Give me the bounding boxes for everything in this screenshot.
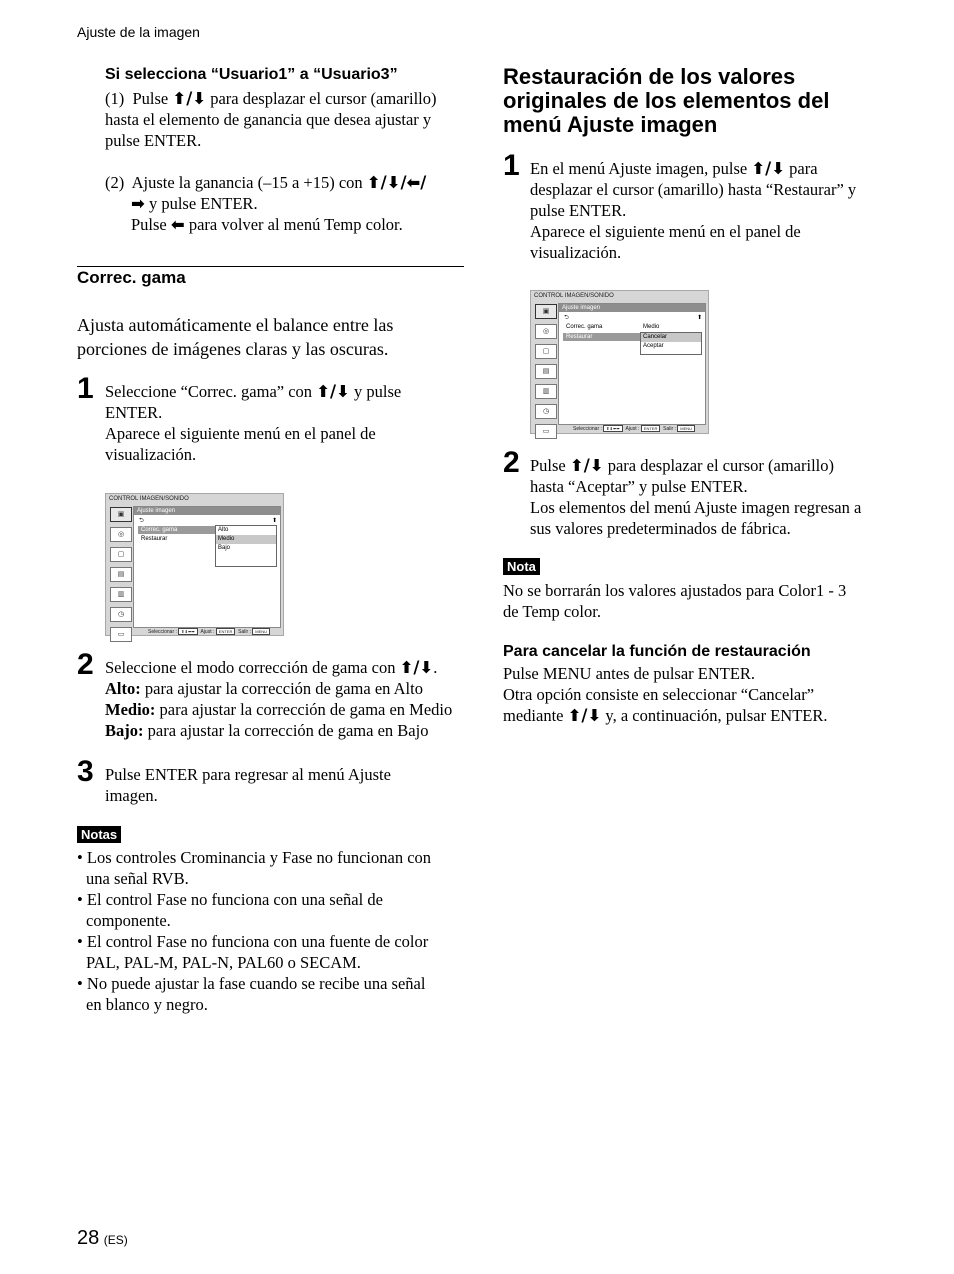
notes-list: [77, 847, 467, 1015]
step-number-1: 1: [77, 372, 94, 405]
option-cancelar: Cancelar: [641, 333, 701, 342]
menu-screenshot-restaurar: [530, 290, 709, 434]
page-footer: [77, 1227, 128, 1250]
screen-icon: ▢: [535, 344, 557, 359]
intro-line2: porciones de imágenes claras y las oscuras.: [77, 339, 389, 359]
menu-title: CONTROL IMAGEN/SONIDO: [109, 496, 189, 502]
picture-icon: ▣: [535, 304, 557, 319]
setup-icon: ▤: [110, 567, 132, 582]
step3-l2: imagen.: [105, 786, 158, 805]
footer-set-label: Ajust :: [625, 426, 640, 432]
nota-badge: Nota: [503, 558, 540, 575]
intro-line1: Ajusta automáticamente el balance entre las: [77, 315, 394, 335]
menu-row-correc-gama: Correc. gama: [138, 526, 217, 534]
step-number-3: 3: [77, 755, 94, 788]
step1-l4: visualización.: [105, 445, 197, 464]
screen-icon: ▢: [110, 547, 132, 562]
r-step2-l3: Los elementos del menú Ajuste imagen regresan a: [530, 498, 862, 517]
step1-l1-post: y pulse: [354, 382, 402, 401]
input-icon: ▥: [110, 587, 132, 602]
r-step2-l2: hasta “Aceptar” y pulse ENTER.: [530, 477, 748, 496]
step3-l1: Pulse ENTER para regresar al menú Ajuste: [105, 765, 391, 784]
page-language: (ES): [103, 1233, 128, 1247]
menu-row-correc-gama: Correc. gama: [566, 324, 603, 330]
restore-step1-text: [530, 158, 900, 263]
notes-badge: Notas: [77, 826, 121, 843]
item2-pre: Ajuste la ganancia (–15 a +15) con: [131, 173, 363, 192]
info-icon: ▭: [110, 627, 132, 642]
title-line3: menú Ajuste imagen: [503, 112, 718, 137]
menu-panel: [558, 303, 706, 425]
clock-icon: ◷: [535, 404, 557, 419]
step2-text: Seleccione el modo corrección de gama con ⬆/⬇. Alto: para ajustar la corrección de gama en Alto Medio: para ajustar la corrección de gama en Medio Bajo: para ajustar la corrección de gama en Bajo: [105, 658, 453, 740]
medio-text: para ajustar la corrección de gama en Medio: [159, 700, 453, 719]
item2-line3-pre: Pulse: [131, 215, 167, 234]
up-down-arrow-icon: ⬆/⬇: [316, 382, 350, 401]
direction-arrows-icon: ⬆/⬇/⬅/: [366, 173, 427, 192]
section-title-correc-gama: Correc. gama: [77, 268, 186, 287]
item1-post: para desplazar el cursor (amarillo): [210, 89, 437, 108]
r-step2-l1-pre: Pulse: [530, 456, 566, 475]
option-alto: Alto: [218, 527, 229, 533]
item1-line2: hasta el elemento de ganancia que desea ajustar y: [105, 110, 432, 129]
back-icon: ⮌: [139, 518, 144, 524]
cancel-restore-text: [503, 663, 913, 726]
r-step1-l3: pulse ENTER.: [530, 201, 627, 220]
gamma-options-dropdown: [215, 525, 277, 567]
option-aceptar: Aceptar: [643, 343, 664, 349]
restore-options-dropdown: [640, 332, 702, 355]
r-step1-l1-pre: En el menú Ajuste imagen, pulse: [530, 159, 748, 178]
option-medio: Medio: [216, 535, 276, 544]
step-number-2: 2: [77, 648, 94, 681]
back-icon: ⮌: [564, 315, 569, 321]
step1-text: [105, 381, 465, 465]
menu-button-icon: MENU: [252, 628, 270, 635]
footer-set-label: Ajust :: [200, 629, 215, 635]
nota-line2: de Temp color.: [503, 602, 601, 621]
menu-screenshot-correc-gama: [105, 493, 284, 636]
right-arrow-icon: ➡: [131, 194, 145, 213]
bajo-text: para ajustar la corrección de gama en Bajo: [147, 721, 429, 740]
item2-number: (2): [105, 173, 125, 192]
correc-gama-value: Medio: [643, 324, 660, 330]
r-step1-l2: desplazar el cursor (amarillo) hasta “Restaurar” y: [530, 180, 857, 199]
arrow-buttons-icon: ⬆⬇⬅➡: [603, 425, 622, 432]
up-down-arrow-icon: ⬆/⬇: [172, 89, 207, 108]
enter-button-icon: ENTER: [641, 425, 661, 432]
menu-panel: [133, 506, 281, 628]
panel-title: Ajuste imagen: [134, 507, 280, 515]
note-4-l1: No puede ajustar la fase cuando se recibe una señal: [86, 974, 426, 993]
note-2-l1: El control Fase no funciona con una señal de: [86, 890, 383, 909]
scroll-up-icon: ⬆: [271, 518, 277, 524]
nota-text: [503, 580, 903, 622]
medio-label: Medio:: [105, 700, 156, 719]
restore-step2-text: [530, 455, 910, 539]
picture-icon: ▣: [110, 507, 132, 522]
clock-icon: ◷: [110, 607, 132, 622]
title-line1: Restauración de los valores: [503, 64, 796, 89]
item1-number: (1): [105, 89, 125, 108]
item1-pre: Pulse: [132, 89, 169, 108]
enter-button-icon: ENTER: [216, 628, 236, 635]
cancel-restore-heading: Para cancelar la función de restauración: [503, 643, 811, 660]
menu-footer: [148, 628, 270, 635]
title-line2: originales de los elementos del: [503, 88, 830, 113]
option-bajo: Bajo: [218, 545, 231, 551]
up-down-arrow-icon: ⬆/⬇: [569, 456, 604, 475]
r-step2-l1-post: para desplazar el cursor (amarillo): [607, 456, 834, 475]
item2-line2: y pulse ENTER.: [148, 194, 258, 213]
cancel-line3-post: y, a continuación, pulsar ENTER.: [605, 706, 828, 725]
alto-label: Alto:: [105, 679, 141, 698]
note-3-l2: PAL, PAL-M, PAL-N, PAL60 o SECAM.: [86, 953, 361, 972]
running-head: Ajuste de la imagen: [77, 24, 200, 40]
step1-l2: ENTER.: [105, 403, 163, 422]
item2-line3-post: para volver al menú Temp color.: [188, 215, 403, 234]
cancel-line2: Otra opción consiste en seleccionar “Cancelar”: [503, 685, 815, 704]
step1-l1-pre: Seleccione “Correc. gama” con: [105, 382, 313, 401]
input-icon: ▥: [535, 384, 557, 399]
arrow-buttons-icon: ⬆⬇⬅➡: [178, 628, 197, 635]
info-icon: ▭: [535, 424, 557, 439]
note-item: • El control Fase no funciona con una señal de componente.: [77, 890, 383, 930]
menu-row-restaurar: Restaurar: [141, 536, 168, 542]
cancel-line1: Pulse MENU antes de pulsar ENTER.: [503, 664, 756, 683]
setup-icon: ▤: [535, 364, 557, 379]
step1-l3: Aparece el siguiente menú en el panel de: [105, 424, 376, 443]
step2-l1-pre: Seleccione el modo corrección de gama con: [105, 658, 396, 677]
panel-title: Ajuste imagen: [559, 304, 705, 312]
usuario-subheading: Si selecciona “Usuario1” a “Usuario3”: [105, 66, 398, 83]
page-number: 28: [77, 1227, 100, 1249]
r-step1-l5: visualización.: [530, 243, 622, 262]
alto-text: para ajustar la corrección de gama en Alto: [144, 679, 423, 698]
menu-title: CONTROL IMAGEN/SONIDO: [534, 293, 614, 299]
usuario-instructions: [105, 88, 465, 235]
sound-icon: ◎: [110, 527, 132, 542]
up-down-arrow-icon: ⬆/⬇: [399, 658, 434, 677]
note-item: • Los controles Crominancia y Fase no funcionan con una señal RVB.: [77, 848, 432, 888]
footer-select-label: Seleccionar :: [573, 426, 602, 432]
sound-icon: ◎: [535, 324, 557, 339]
footer-select-label: Seleccionar :: [148, 629, 177, 635]
item1-line3: pulse ENTER.: [105, 131, 202, 150]
note-2-l2: componente.: [86, 911, 171, 930]
note-1-l1: Los controles Crominancia y Fase no funcionan con: [86, 848, 432, 867]
menu-icon-column: [110, 507, 132, 647]
note-3-l1: El control Fase no funciona con una fuente de color: [86, 932, 429, 951]
footer-exit-label: Salir :: [238, 629, 251, 635]
up-down-arrow-icon: ⬆/⬇: [751, 159, 786, 178]
nota-line1: No se borrarán los valores ajustados para Color1 - 3: [503, 581, 847, 600]
scroll-up-icon: ⬆: [696, 315, 702, 321]
menu-icon-column: [535, 304, 557, 444]
r-step1-l4: Aparece el siguiente menú en el panel de: [530, 222, 801, 241]
note-item: • No puede ajustar la fase cuando se recibe una señal en blanco y negro.: [77, 974, 426, 1014]
left-arrow-icon: ⬅: [170, 215, 185, 234]
step3-text: [105, 764, 465, 806]
r-step1-l1-post: para: [789, 159, 818, 178]
section-rule: [77, 266, 464, 267]
section-title-restauracion: [503, 65, 923, 137]
menu-row-restaurar: Restaurar: [563, 333, 642, 341]
note-1-l2: una señal RVB.: [86, 869, 189, 888]
step-number-1: 1: [503, 149, 520, 182]
menu-button-icon: MENU: [677, 425, 695, 432]
menu-footer: [573, 425, 695, 432]
up-down-arrow-icon: ⬆/⬇: [567, 706, 602, 725]
note-4-l2: en blanco y negro.: [86, 995, 208, 1014]
note-item: • El control Fase no funciona con una fuente de color PAL, PAL-M, PAL-N, PAL60 o SECAM.: [77, 932, 429, 972]
r-step2-l4: sus valores predeterminados de fábrica.: [530, 519, 791, 538]
step-number-2: 2: [503, 446, 520, 479]
cancel-line3-pre: mediante: [503, 706, 564, 725]
footer-exit-label: Salir :: [663, 426, 676, 432]
correc-gama-intro: [77, 313, 393, 361]
bajo-label: Bajo:: [105, 721, 144, 740]
